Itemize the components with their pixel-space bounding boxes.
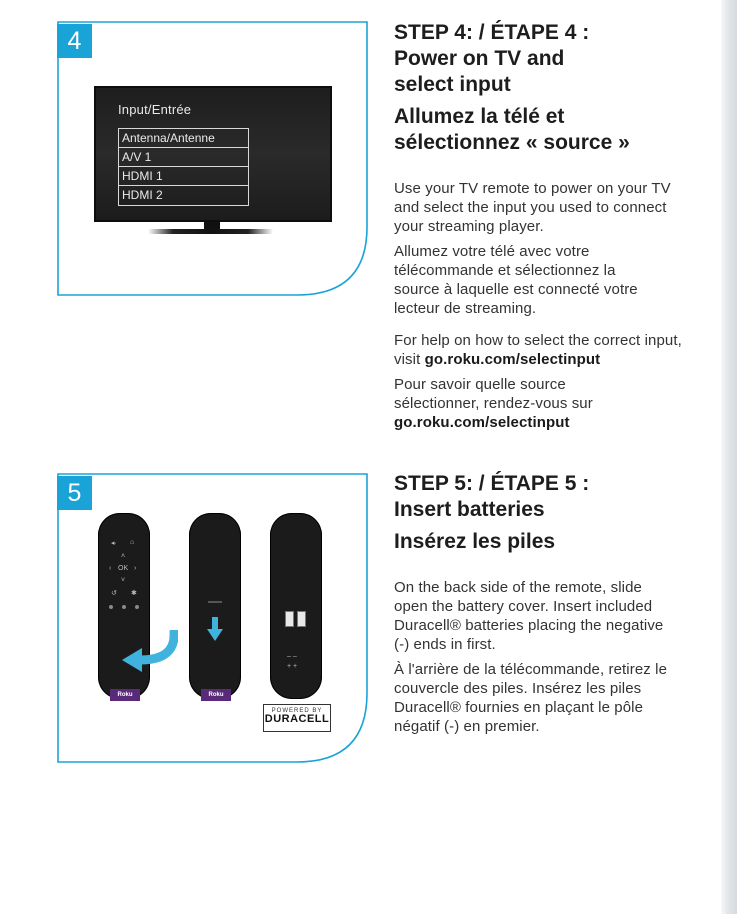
tv-stand-base (148, 229, 273, 234)
remote-front-brand-tab: Roku (110, 689, 140, 701)
back-icon: ◂· (111, 540, 117, 547)
step5-text (394, 471, 694, 736)
step4-paragraph-en: Use your TV remote to power on your TV and select the input you used to connect your streaming player. (394, 180, 671, 235)
tv-menu-title: Input/Entrée (118, 102, 192, 117)
step4-heading-fr-line2: sélectionnez « source » (394, 131, 630, 154)
step5-heading-line1: STEP 5: / ÉTAPE 5 : (394, 472, 590, 495)
remote-battery-open (270, 513, 322, 699)
slide-arrow-icon (118, 630, 178, 674)
step5-paragraph-en: On the back side of the remote, slide open the battery cover. Insert included Duracell® batteries placing the negative (-) ends in first. (394, 579, 664, 653)
step4-heading-line3: select input (394, 73, 511, 96)
step4-text (394, 20, 694, 432)
replay-icon: ↺ (111, 590, 117, 597)
tv-menu-item-hdmi1: HDMI 1 (119, 167, 248, 186)
powered-by-label: POWERED BY (271, 708, 323, 714)
step4-help-fr (394, 375, 624, 432)
terminal-marks: + + (287, 663, 298, 670)
rewind-icon (109, 605, 113, 609)
options-icon: ✱ (131, 590, 137, 597)
step4-heading-line2: Power on TV and (394, 47, 565, 70)
step4-heading-fr (394, 104, 694, 156)
step4-heading-fr-line1: Allumez la télé et (394, 105, 565, 128)
step5-paragraph-fr: À l'arrière de la télécommande, retirez le couvercle des piles. Insérez les piles Duracell® fournies en plaçant le pôle négatif (-) en premier. (394, 661, 668, 735)
step4-help-fr-link[interactable]: go.roku.com/selectinput (394, 414, 570, 431)
duracell-logo (263, 704, 331, 732)
step4-badge: 4 (57, 24, 92, 58)
step4-help-en (394, 331, 684, 369)
tv-input-menu (118, 128, 249, 206)
tv-menu-item-hdmi2: HDMI 2 (122, 188, 163, 202)
tv-menu-item-antenna: Antenna/Antenne (119, 129, 248, 148)
fast-forward-icon (135, 605, 139, 609)
arrow-up-icon: ˄ (121, 553, 126, 560)
step4-help-en-link[interactable]: go.roku.com/selectinput (424, 351, 601, 368)
page-edge (721, 0, 737, 914)
ok-button-icon: OK (118, 565, 129, 572)
battery-right (297, 611, 306, 627)
step5-badge: 5 (57, 476, 92, 510)
play-pause-icon (122, 605, 126, 609)
remote-back-brand-tab: Roku (201, 689, 231, 701)
tv-menu-item-av1: A/V 1 (119, 148, 248, 167)
step5-heading-fr: Insérez les piles (394, 530, 556, 553)
arrow-right-icon: › (134, 565, 137, 572)
duracell-label: DURACELL (264, 713, 330, 725)
plus-minus-marks: – – (287, 653, 297, 660)
remote-back-cover (189, 513, 241, 699)
arrow-down-icon: ˅ (121, 577, 126, 584)
cover-notch (208, 601, 222, 603)
step4-paragraph-fr: Allumez votre télé avec votre télécommande et sélectionnez la source à laquelle est connecté votre lecteur de streaming. (394, 243, 638, 317)
step4-heading-en (394, 20, 694, 98)
step4-heading-line1: STEP 4: / ÉTAPE 4 : (394, 21, 590, 44)
down-arrow-icon (207, 617, 223, 643)
step4-help-fr-text: Pour savoir quelle source sélectionner, rendez-vous sur (394, 376, 593, 412)
step5-heading-line2: Insert batteries (394, 498, 545, 521)
home-icon: ⌂ (130, 539, 135, 546)
battery-left (285, 611, 294, 627)
arrow-left-icon: ‹ (109, 565, 112, 572)
step5-heading-en (394, 471, 694, 523)
tv-illustration (94, 86, 332, 222)
step4-help-en-text: For help on how to select the correct input, visit (394, 332, 682, 368)
